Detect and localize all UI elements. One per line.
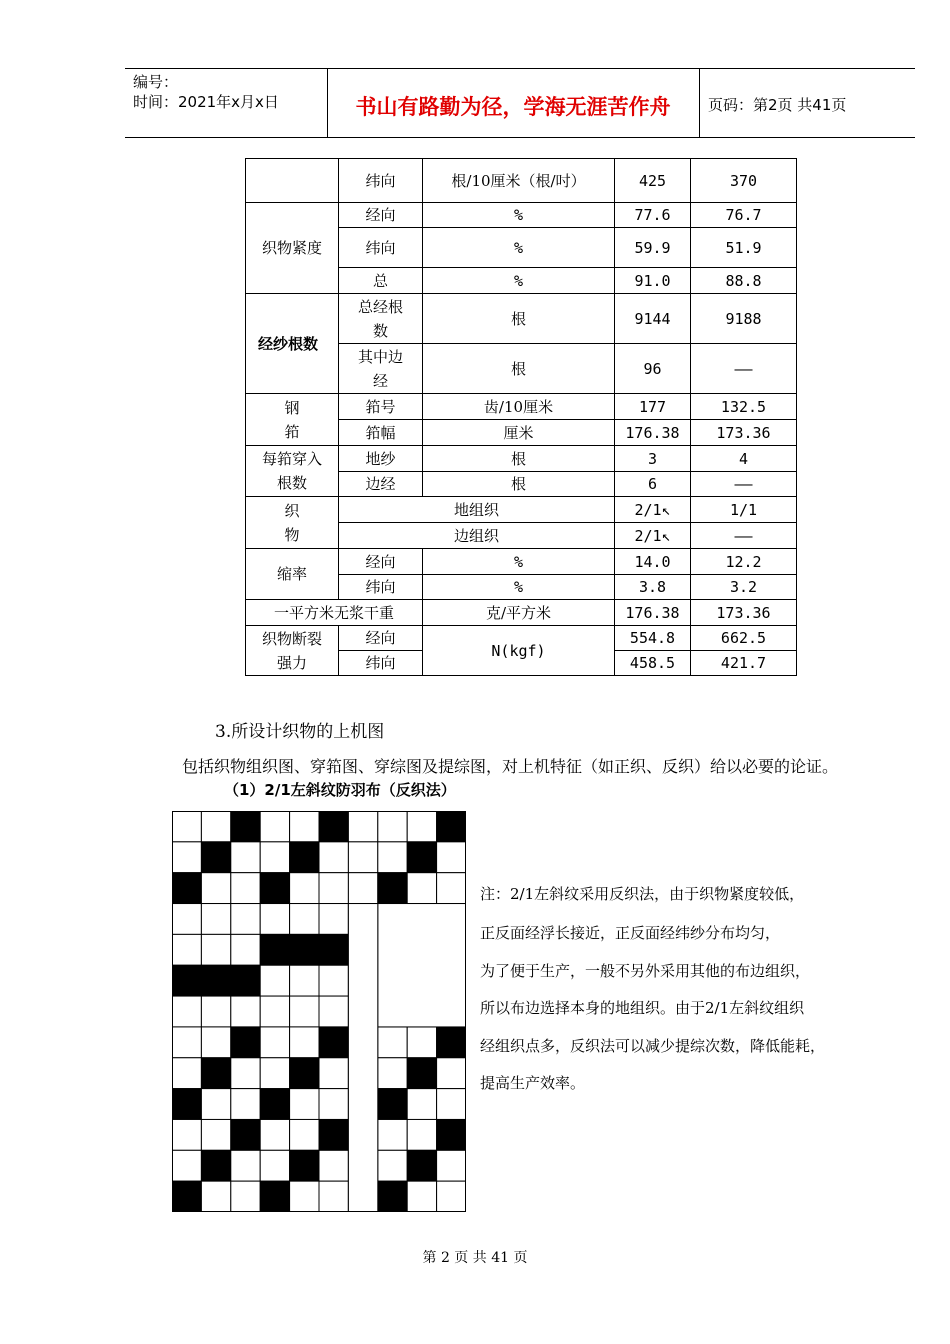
table-cell: % (423, 203, 615, 228)
weave-cell (201, 873, 230, 904)
table-cell: 厘米 (423, 420, 615, 446)
table-cell: 经向 (339, 203, 423, 228)
weave-cell (201, 996, 230, 1027)
weave-cell (290, 1089, 319, 1120)
weave-cell-filled (290, 842, 319, 873)
table-cell: 51.9 (691, 228, 797, 268)
table-cell: 662.5 (691, 626, 797, 651)
table-cell: 根 (423, 344, 615, 394)
weave-cell-filled (290, 934, 319, 965)
weave-cell (172, 1027, 201, 1058)
weave-cell (260, 1027, 289, 1058)
weave-cell-filled (437, 1027, 466, 1058)
weave-cell (231, 1181, 260, 1212)
table-cell: 纬向 (339, 228, 423, 268)
weave-cell (201, 811, 230, 842)
note-line: 为了便于生产，一般不另外采用其他的布边组织， (480, 962, 811, 980)
cell-line: 织物断裂 (261, 629, 322, 648)
weave-cell (172, 904, 201, 935)
table-cell: % (423, 268, 615, 294)
time-label: 时间：2021年x月x日 (133, 93, 279, 111)
table-cell: —— (691, 472, 797, 497)
table-cell: 筘号 (339, 394, 423, 420)
weave-cell-filled (201, 842, 230, 873)
weave-cell (231, 842, 260, 873)
spec-table (245, 158, 797, 676)
table-cell: —— (691, 344, 797, 394)
table-cell: 77.6 (615, 203, 691, 228)
cell-line: 每筘穿入 (261, 450, 322, 468)
motto: 书山有路勤为径，学海无涯苦作舟 (355, 95, 671, 119)
weave-cell (172, 842, 201, 873)
weave-cell-filled (172, 1181, 201, 1212)
weave-cell-filled (378, 1089, 407, 1120)
weave-cell (172, 1119, 201, 1150)
weave-cell (290, 996, 319, 1027)
weave-cell (231, 904, 260, 935)
table-cell: 根 (423, 446, 615, 472)
cell-line: 物 (284, 525, 300, 544)
table-cell: 2/1↖ (615, 497, 691, 523)
weave-cell (290, 904, 319, 935)
weave-cell-filled (231, 1027, 260, 1058)
weave-cell (319, 904, 348, 935)
table-cell: % (423, 549, 615, 575)
weave-cell (172, 996, 201, 1027)
weave-cell-filled (231, 965, 260, 996)
weave-cell-filled (172, 965, 201, 996)
weave-cell (290, 873, 319, 904)
weave-cell-filled (172, 873, 201, 904)
table-cell: 173.36 (691, 600, 797, 626)
weave-grid-svg (172, 811, 466, 1212)
section-title: 3.所设计织物的上机图 (215, 722, 385, 742)
table-row (246, 203, 797, 228)
table-cell: 425 (615, 159, 691, 203)
weave-cell (231, 934, 260, 965)
table-cell: 59.9 (615, 228, 691, 268)
table-cell (339, 344, 423, 394)
weave-cell-filled (437, 1119, 466, 1150)
table-group-cell (246, 394, 339, 446)
weave-cell-filled (231, 1119, 260, 1150)
page-header (125, 68, 915, 138)
table-group-cell: 经纱根数 (246, 294, 339, 394)
table-cell: 地组织 (339, 497, 615, 523)
weave-cell (290, 1181, 319, 1212)
table-cell: 1/1 (691, 497, 797, 523)
weave-cell (407, 873, 436, 904)
table-group-cell (246, 626, 339, 676)
weave-cell-filled (407, 842, 436, 873)
table-cell: 88.8 (691, 268, 797, 294)
table-row (246, 446, 797, 472)
table-cell: 根 (423, 472, 615, 497)
note-line: 注：2/1左斜纹采用反织法，由于织物紧度较低， (480, 885, 805, 903)
weave-cell (407, 1119, 436, 1150)
weave-cell (172, 811, 201, 842)
weave-cell (231, 996, 260, 1027)
table-cell: 经向 (339, 626, 423, 651)
weave-cell (260, 1058, 289, 1089)
weave-cell (260, 965, 289, 996)
weave-cell (437, 873, 466, 904)
table-row (246, 394, 797, 420)
table-cell: 176.38 (615, 420, 691, 446)
weave-cell (407, 1181, 436, 1212)
weave-cell-filled (319, 1027, 348, 1058)
table-group-cell: 一平方米无浆干重 (246, 600, 423, 626)
table-cell: 纬向 (339, 575, 423, 600)
table-cell: 421.7 (691, 651, 797, 676)
weave-cell (201, 904, 230, 935)
blank-column-strip (348, 904, 377, 1212)
weave-cell-filled (407, 1058, 436, 1089)
note-line: 经组织点多，反织法可以减少提综次数，降低能耗， (480, 1037, 826, 1055)
table-cell: 6 (615, 472, 691, 497)
table-row (246, 626, 797, 651)
table-cell: 总 (339, 268, 423, 294)
weave-cell (378, 1027, 407, 1058)
weave-cell (319, 965, 348, 996)
weave-cell (437, 842, 466, 873)
weave-cell (348, 873, 377, 904)
weave-cell-filled (407, 1150, 436, 1181)
weave-cell (319, 842, 348, 873)
table-cell: 3 (615, 446, 691, 472)
note-line: 所以布边选择本身的地组织。由于2/1左斜纹组织 (480, 999, 805, 1017)
table-cell: 458.5 (615, 651, 691, 676)
header-center-cell (327, 69, 700, 137)
table-cell: 筘幅 (339, 420, 423, 446)
page-label: 页码：第2页 共41页 (708, 96, 847, 114)
weave-cell (407, 1089, 436, 1120)
weave-cell (290, 1119, 319, 1150)
weave-cell (407, 811, 436, 842)
weave-cell-filled (378, 873, 407, 904)
weave-cell-filled (260, 1089, 289, 1120)
weave-cell (201, 1119, 230, 1150)
cell-line: 根数 (276, 474, 307, 492)
table-cell: 9188 (691, 294, 797, 344)
weave-cell-filled (319, 811, 348, 842)
weave-cell-filled (260, 934, 289, 965)
weave-cell (319, 1089, 348, 1120)
weave-cell (260, 811, 289, 842)
table-group-cell (246, 446, 339, 497)
weave-cell (290, 1027, 319, 1058)
table-row (246, 294, 797, 344)
table-cell: 根 (423, 294, 615, 344)
table-group-cell (246, 497, 339, 549)
table-cell: 9144 (615, 294, 691, 344)
weave-cell-filled (172, 1089, 201, 1120)
weave-cell (348, 842, 377, 873)
weave-cell (231, 873, 260, 904)
weave-cell (378, 1058, 407, 1089)
table-cell: 经向 (339, 549, 423, 575)
cell-line: 钢 (284, 398, 300, 417)
table-group-cell: 织物紧度 (246, 203, 339, 294)
table-cell: 91.0 (615, 268, 691, 294)
table-cell: 边组织 (339, 523, 615, 549)
weave-cell (260, 904, 289, 935)
cell-line: 经 (372, 371, 388, 390)
note-line: 正反面经浮长接近，正反面经纬纱分布均匀， (480, 924, 781, 942)
table-cell: —— (691, 523, 797, 549)
weave-cell (437, 1181, 466, 1212)
weave-cell-filled (319, 1119, 348, 1150)
table-cell: 纬向 (339, 651, 423, 676)
weave-cell (437, 1058, 466, 1089)
cell-line: 强力 (276, 653, 307, 672)
table-cell: 4 (691, 446, 797, 472)
table-cell: 177 (615, 394, 691, 420)
weave-cell-filled (201, 1058, 230, 1089)
table-cell: 554.8 (615, 626, 691, 651)
weave-cell (378, 1119, 407, 1150)
weave-cell (437, 1089, 466, 1120)
table-cell: 边经 (339, 472, 423, 497)
header-left-cell (125, 69, 328, 137)
weave-cell (172, 1058, 201, 1089)
weave-cell (260, 1119, 289, 1150)
weave-cell (319, 1150, 348, 1181)
cell-line: 总经根 (357, 297, 403, 316)
weave-cell (378, 1150, 407, 1181)
weave-cell (319, 996, 348, 1027)
weave-cell (260, 996, 289, 1027)
weave-cell-filled (231, 811, 260, 842)
weave-cell (290, 811, 319, 842)
weave-cell-filled (437, 811, 466, 842)
weave-cell (231, 1058, 260, 1089)
weave-cell-filled (290, 1058, 319, 1089)
table-cell: 齿/10厘米 (423, 394, 615, 420)
weave-cell (260, 1150, 289, 1181)
weave-cell (407, 1027, 436, 1058)
table-cell (246, 159, 339, 203)
table-cell: N(kgf) (423, 626, 615, 676)
weave-cell-filled (378, 1181, 407, 1212)
table-row (246, 549, 797, 575)
weave-cell (172, 934, 201, 965)
table-cell: % (423, 575, 615, 600)
weave-cell (319, 873, 348, 904)
table-cell: 96 (615, 344, 691, 394)
weave-diagram (172, 811, 466, 1212)
table-cell: % (423, 228, 615, 268)
weave-cell (231, 1089, 260, 1120)
weave-cell (348, 811, 377, 842)
table-cell: 132.5 (691, 394, 797, 420)
weave-cell (201, 934, 230, 965)
weave-cell-filled (260, 873, 289, 904)
section-subtitle: （1）2/1左斜纹防羽布（反织法） (224, 781, 456, 799)
weave-cell (437, 1150, 466, 1181)
table-cell: 3.8 (615, 575, 691, 600)
table-cell: 根/10厘米（根/吋） (423, 159, 615, 203)
note-line: 提高生产效率。 (480, 1074, 586, 1092)
table-cell: 173.36 (691, 420, 797, 446)
weave-cell-filled (201, 1150, 230, 1181)
weave-cell (201, 1089, 230, 1120)
cell-line: 其中边 (357, 347, 403, 366)
table-cell: 76.7 (691, 203, 797, 228)
weave-cell (201, 1181, 230, 1212)
page-footer: 第 2 页 共 41 页 (422, 1250, 528, 1266)
table-cell: 纬向 (339, 159, 423, 203)
weave-cell (378, 811, 407, 842)
table-cell (339, 294, 423, 344)
weave-cell (231, 1150, 260, 1181)
weave-cell (319, 1181, 348, 1212)
table-row (246, 600, 797, 626)
weave-cell (260, 842, 289, 873)
weave-cell-filled (319, 934, 348, 965)
weave-cell (378, 842, 407, 873)
table-cell: 3.2 (691, 575, 797, 600)
table-cell: 14.0 (615, 549, 691, 575)
cell-line: 织 (284, 501, 300, 520)
table-cell: 176.38 (615, 600, 691, 626)
table-cell: 克/平方米 (423, 600, 615, 626)
cell-line: 数 (372, 321, 388, 340)
number-label: 编号： (133, 73, 179, 91)
weave-cell-filled (201, 965, 230, 996)
table-cell: 地纱 (339, 446, 423, 472)
cell-line: 筘 (284, 422, 300, 441)
table-row (246, 159, 797, 203)
table-cell: 370 (691, 159, 797, 203)
header-right-cell (700, 69, 915, 137)
weave-cell (201, 1027, 230, 1058)
table-row (246, 497, 797, 523)
weave-cell (290, 965, 319, 996)
table-group-cell: 缩率 (246, 549, 339, 600)
weave-cell (319, 1058, 348, 1089)
table-cell: 12.2 (691, 549, 797, 575)
table-cell: 2/1↖ (615, 523, 691, 549)
section-intro: 包括织物组织图、穿筘图、穿综图及提综图，对上机特征（如正织、反织）给以必要的论证。 (182, 757, 839, 776)
weave-cell (172, 1150, 201, 1181)
weave-cell-filled (290, 1150, 319, 1181)
weave-cell-filled (260, 1181, 289, 1212)
selvage-blank-block (378, 904, 466, 1027)
